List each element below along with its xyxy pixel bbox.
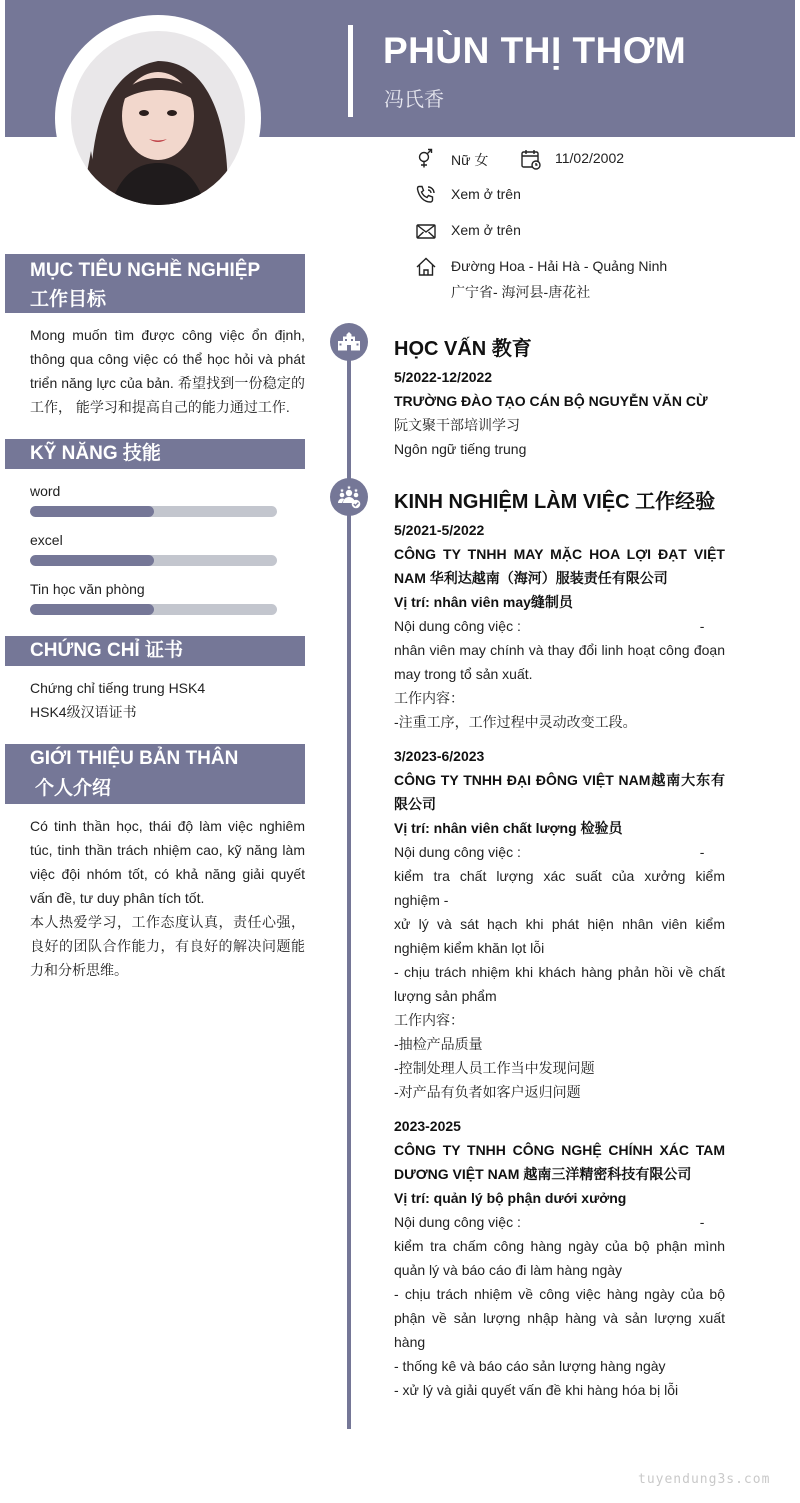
certificate-item: HSK4级汉语证书: [30, 704, 137, 720]
job-detail: 工作内容：: [394, 690, 464, 706]
skill-label: Tin học văn phòng: [30, 581, 145, 597]
calendar-icon: [520, 148, 542, 170]
gender-text: Nữ 女: [451, 152, 489, 168]
job-company: CÔNG TY TNHH CÔNG NGHỆ CHÍNH XÁC TAM DƯƠNG VIỆT NAM 越南三洋精密科技有限公司: [394, 1142, 725, 1182]
team-icon: [330, 478, 368, 516]
job-detail: xử lý và sát hạch khi phát hiện nhân viên kiểm nghiệm kiểm khăn lọt lỗi: [394, 916, 725, 956]
education-major: Ngôn ngữ tiếng trung: [394, 441, 527, 457]
certificates-heading: CHỨNG CHỈ 证书: [5, 636, 305, 666]
job-detail: Nội dung công việc : -: [394, 1214, 705, 1230]
objective-title-vi: MỤC TIÊU NGHỀ NGHIỆP: [30, 260, 261, 281]
birthday-text: 11/02/2002: [555, 150, 625, 166]
education-school: TRƯỜNG ĐÀO TẠO CÁN BỘ NGUYỄN VĂN CỪ: [394, 393, 708, 409]
job-entry: [394, 518, 725, 734]
skill-bar: [30, 506, 277, 517]
experience-heading: KINH NGHIỆM LÀM VIỆC 工作经验: [394, 491, 716, 513]
job-position: Vị trí: nhân viên chất lượng 检验员: [394, 820, 623, 836]
avatar: [71, 31, 245, 205]
about-text-vi: Có tinh thần học, thái độ làm việc nghiêm túc, tinh thần trách nhiệm cao, kỹ năng làm việc đội nhóm tốt, có khả năng giải quyết vấn đề, tư duy phân tích tốt.: [30, 818, 305, 906]
education-heading: HỌC VẤN 教育: [394, 338, 532, 360]
education-school-cn: 阮文聚干部培训学习: [394, 417, 520, 433]
about-heading: [5, 744, 305, 804]
job-company: CÔNG TY TNHH ĐẠI ĐÔNG VIỆT NAM越南大东有限公司: [394, 772, 725, 812]
job-detail: -注重工序，工作过程中灵动改变工段。: [394, 714, 637, 730]
job-detail: - chịu trách nhiệm về công việc hàng ngày của bộ phận về sản lượng nhập hàng và sản lượng xuất hàng: [394, 1286, 725, 1350]
gender-icon: [415, 148, 437, 170]
email-text: Xem ở trên: [451, 222, 521, 238]
education-period: 5/2022-12/2022: [394, 369, 493, 385]
objective-text: Mong muốn tìm được công việc ổn định, thông qua công việc có thể học hỏi và phát triển năng lực của bản. 希望找到一份稳定的工作， 能学习和提高自己的能力通过工作.: [30, 327, 305, 415]
job-detail: nhân viên may chính và thay đổi linh hoạt công đoạn may trong tổ sản xuất.: [394, 642, 725, 682]
job-period: 5/2021-5/2022: [394, 522, 485, 538]
certificate-item: Chứng chỉ tiếng trung HSK4: [30, 680, 206, 696]
job-period: 3/2023-6/2023: [394, 748, 485, 764]
email-icon: [415, 221, 437, 243]
objective-heading: [5, 254, 305, 313]
skill-bar-fill: [30, 506, 154, 517]
job-position: Vị trí: quản lý bộ phận dưới xưởng: [394, 1190, 627, 1206]
education-block: [394, 365, 725, 461]
job-detail: -控制处理人员工作当中发现问题: [394, 1060, 595, 1076]
job-detail: - xử lý và giải quyết vấn đề khi hàng hóa bị lỗi: [394, 1382, 679, 1398]
experience-list: [394, 518, 725, 1402]
skill-label: word: [30, 483, 61, 499]
about-text: [30, 814, 305, 982]
watermark: tuyendung3s.com: [638, 1472, 771, 1487]
phone-text: Xem ở trên: [451, 186, 521, 202]
skill-label: excel: [30, 532, 63, 548]
about-title-vi: GIỚI THIỆU BẢN THÂN: [30, 748, 239, 769]
skill-bar-fill: [30, 555, 154, 566]
job-company: CÔNG TY TNHH MAY MẶC HOA LỢI ĐẠT VIỆT NAM 华利达越南（海河）服装责任有限公司: [394, 546, 725, 586]
objective-title-cn: 工作目标: [30, 289, 107, 310]
job-detail: kiểm tra chất lượng xác suất của xưởng kiểm nghiệm -: [394, 868, 725, 908]
phone-icon: [415, 184, 437, 206]
job-detail: Nội dung công việc : -: [394, 844, 705, 860]
skill-bar: [30, 604, 277, 615]
candidate-name-chinese: 冯氏香: [384, 89, 444, 111]
job-position: Vị trí: nhân viên may缝制员: [394, 594, 573, 610]
address-line2: 广宁省- 海河县-唐花社: [451, 284, 591, 300]
job-detail: - thống kê và báo cáo sản lượng hàng ngày: [394, 1358, 666, 1374]
about-title-cn: 个人介绍: [35, 778, 112, 799]
job-detail: -抽检产品质量: [394, 1036, 483, 1052]
job-detail: 工作内容：: [394, 1012, 464, 1028]
skill-bar: [30, 555, 277, 566]
school-icon: [330, 323, 368, 361]
job-detail: -对产品有负者如客户返归问题: [394, 1084, 581, 1100]
address-line1: Đường Hoa - Hải Hà - Quảng Ninh: [451, 258, 668, 274]
job-entry: [394, 744, 725, 1104]
job-period: 2023-2025: [394, 1118, 461, 1134]
job-entry: [394, 1114, 725, 1402]
home-icon: [415, 256, 437, 278]
header-divider: [348, 25, 353, 117]
job-detail: kiểm tra chấm công hàng ngày của bộ phận mình quản lý và báo cáo đi làm hàng ngày: [394, 1238, 725, 1278]
job-detail: Nội dung công việc : -: [394, 618, 705, 634]
about-text-cn: 本人热爱学习，工作态度认真，责任心强，良好的团队合作能力，有良好的解决问题能力和分析思维。: [30, 914, 305, 978]
skill-bar-fill: [30, 604, 154, 615]
candidate-name: PHÙN THỊ THƠM: [383, 30, 687, 71]
certificates-list: [30, 676, 305, 724]
skills-heading: KỸ NĂNG 技能: [5, 439, 305, 469]
job-detail: - chịu trách nhiệm khi khách hàng phản hồi về chất lượng sản phẩm: [394, 964, 725, 1004]
